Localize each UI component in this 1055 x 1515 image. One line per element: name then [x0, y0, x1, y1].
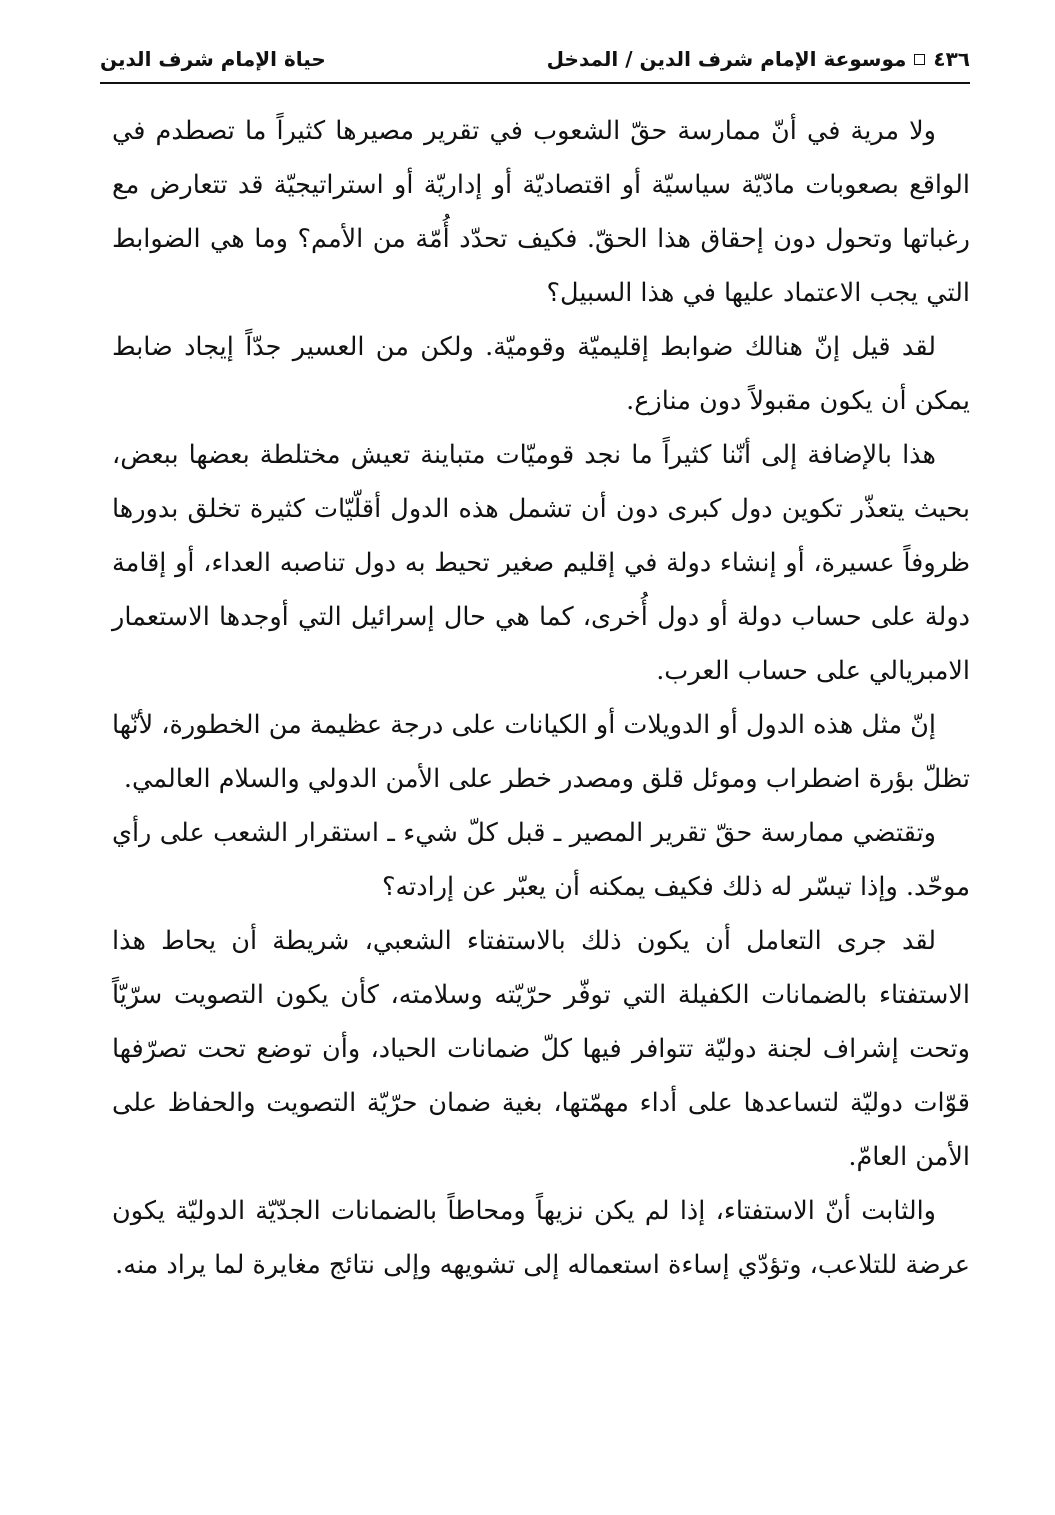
paragraph: لقد جرى التعامل أن يكون ذلك بالاستفتاء الشعبي، شريطة أن يحاط هذا الاستفتاء بالضمانات الكفيلة التي توفّر حرّيّته وسلامته، كأن يكون التصويت سرّيّاً وتحت إشراف لجنة دوليّة تتوافر فيها كلّ ضمانات الحياد، وأن توضع تحت تصرّفها قوّات دوليّة لتساعدها على أداء مهمّتها، بغية ضمان حرّيّة التصويت والحفاظ على الأمن العامّ. [112, 926, 970, 1172]
header-divider [100, 82, 970, 84]
header-right-group [547, 47, 970, 71]
page-number: ٤٣٦ [933, 47, 970, 71]
body-text [112, 104, 970, 1292]
square-separator-icon [914, 54, 925, 65]
paragraph: لقد قيل إنّ هنالك ضوابط إقليميّة وقوميّة. ولكن من العسير جدّاً إيجاد ضابط يمكن أن يكون مقبولاً دون منازع. [112, 332, 970, 416]
section-title: حياة الإمام شرف الدين [100, 47, 326, 71]
running-header [100, 40, 970, 78]
paragraph: والثابت أنّ الاستفتاء، إذا لم يكن نزيهاً ومحاطاً بالضمانات الجدّيّة الدوليّة يكون عرضة للتلاعب، وتؤدّي إساءة استعماله إلى تشويهه وإلى نتائج مغايرة لما يراد منه. [112, 1196, 970, 1280]
book-title: موسوعة الإمام شرف الدين / المدخل [546, 47, 907, 71]
paragraph: إنّ مثل هذه الدول أو الدويلات أو الكيانات على درجة عظيمة من الخطورة، لأنّها تظلّ بؤرة اضطراب وموئل قلق ومصدر خطر على الأمن الدولي والسلام العالمي. [112, 710, 970, 794]
paragraph: هذا بالإضافة إلى أنّنا كثيراً ما نجد قوميّات متباينة تعيش مختلطة بعضها ببعض، بحيث يتعذّر تكوين دول كبرى دون أن تشمل هذه الدول أقلّيّات كثيرة تخلق بدورها ظروفاً عسيرة، أو إنشاء دولة في إقليم صغير تحيط به دول تناصبه العداء، أو إقامة دولة على حساب دولة أو دول أُخرى، كما هي حال إسرائيل التي أوجدها الاستعمار الامبريالي على حساب العرب. [112, 440, 970, 686]
paragraph: وتقتضي ممارسة حقّ تقرير المصير ـ قبل كلّ شيء ـ استقرار الشعب على رأي موحّد. وإذا تيسّر له ذلك فكيف يمكنه أن يعبّر عن إرادته؟ [112, 818, 970, 902]
paragraph: ولا مرية في أنّ ممارسة حقّ الشعوب في تقرير مصيرها كثيراً ما تصطدم في الواقع بصعوبات مادّيّة سياسيّة أو اقتصاديّة أو إداريّة أو استراتيجيّة قد تتعارض مع رغباتها وتحول دون إحقاق هذا الحقّ. فكيف تحدّد أُمّة من الأمم؟ وما هي الضوابط التي يجب الاعتماد عليها في هذا السبيل؟ [112, 116, 970, 308]
